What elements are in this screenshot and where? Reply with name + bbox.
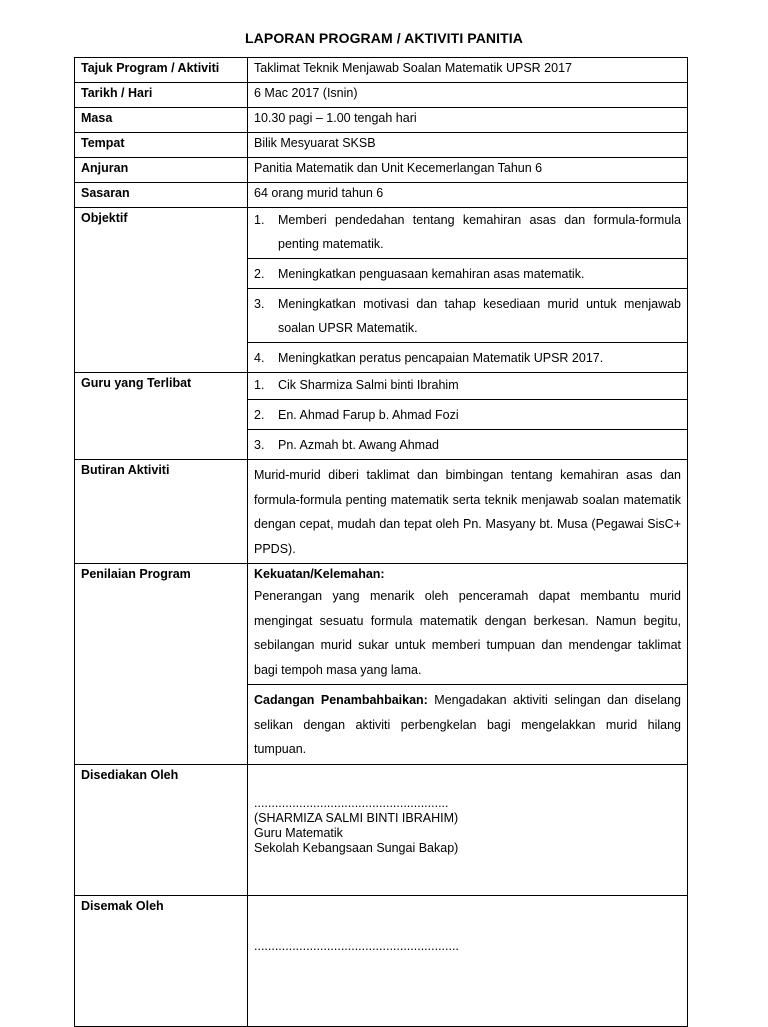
guru-item — [248, 370, 687, 399]
objektif-item-number: 1. — [254, 213, 265, 227]
objektif-item-text: Meningkatkan motivasi dan tahap kesediaan murid untuk menjawab soalan UPSR Matematik. — [278, 297, 681, 335]
value-butiran: Murid-murid diberi taklimat dan bimbingan tentang kemahiran asas dan formula-formula penting matematik serta teknik menjawab soalan matematik dengan cepat, mudah dan tepat oleh Pn. Masyany bt. Musa (Pegawai SisC+ PPDS). — [248, 460, 688, 564]
value-guru — [248, 373, 688, 460]
value-tarikh: 6 Mac 2017 (Isnin) — [248, 83, 688, 108]
objektif-item — [248, 205, 687, 258]
guru-item-number: 2. — [254, 408, 265, 422]
label-tempat: Tempat — [75, 133, 248, 158]
kekuatan-text: Penerangan yang menarik oleh penceramah dapat membantu murid mengingat sesuatu formula matematik dengan berkesan. Namun begitu, sebilangan murid sukar untuk memberi tumpuan dan mendengar taklimat bagi tempoh masa yang lama. — [254, 589, 681, 677]
value-disediakan — [248, 764, 688, 895]
row-guru — [75, 373, 688, 460]
objektif-item — [248, 258, 687, 288]
cadangan-text: Mengadakan aktiviti selingan dan diselang selikan dengan aktiviti perbengkelan bagi mengelakkan murid hilang tumpuan. — [254, 693, 682, 756]
row-tarikh — [75, 83, 688, 108]
row-disediakan — [75, 764, 688, 895]
value-penilaian — [248, 564, 688, 765]
guru-item-text: Pn. Azmah bt. Awang Ahmad — [278, 438, 439, 452]
preparer-school: Sekolah Kebangsaan Sungai Bakap) — [254, 840, 459, 855]
report-title: LAPORAN PROGRAM / AKTIVITI PANITIA — [245, 30, 523, 46]
objektif-item-text: Meningkatkan penguasaan kemahiran asas matematik. — [278, 267, 585, 281]
guru-item — [248, 399, 687, 429]
label-penilaian: Penilaian Program — [75, 564, 248, 765]
preparer-position: Guru Matematik — [254, 825, 343, 840]
objektif-item-number: 4. — [254, 351, 265, 365]
label-tajuk: Tajuk Program / Aktiviti — [75, 58, 248, 83]
kekuatan-section — [248, 561, 687, 684]
row-anjuran — [75, 158, 688, 183]
guru-item — [248, 429, 687, 459]
row-disemak — [75, 895, 688, 1026]
value-disemak — [248, 895, 688, 1026]
label-disediakan: Disediakan Oleh — [75, 764, 248, 895]
label-masa: Masa — [75, 108, 248, 133]
value-tajuk: Taklimat Teknik Menjawab Soalan Matematik UPSR 2017 — [248, 58, 688, 83]
kekuatan-heading: Kekuatan/Kelemahan: — [254, 567, 385, 581]
report-table — [74, 57, 688, 1027]
objektif-item-text: Memberi pendedahan tentang kemahiran asas dan formula-formula penting matematik. — [278, 213, 681, 251]
row-butiran — [75, 460, 688, 564]
objektif-item-number: 3. — [254, 297, 265, 311]
objektif-item — [248, 288, 687, 342]
value-tempat: Bilik Mesyuarat SKSB — [248, 133, 688, 158]
guru-item-text: Cik Sharmiza Salmi binti Ibrahim — [278, 378, 459, 392]
guru-item-text: En. Ahmad Farup b. Ahmad Fozi — [278, 408, 459, 422]
guru-item-number: 1. — [254, 378, 265, 392]
reviewer-signature-line: ........................................................... — [254, 938, 459, 953]
row-sasaran — [75, 183, 688, 208]
cadangan-section — [248, 684, 687, 764]
row-tajuk — [75, 58, 688, 83]
row-tempat — [75, 133, 688, 158]
value-sasaran: 64 orang murid tahun 6 — [248, 183, 688, 208]
preparer-name: (SHARMIZA SALMI BINTI IBRAHIM) — [254, 810, 459, 825]
value-objektif — [248, 208, 688, 373]
objektif-item-text: Meningkatkan peratus pencapaian Matematik UPSR 2017. — [278, 351, 604, 365]
label-anjuran: Anjuran — [75, 158, 248, 183]
label-butiran: Butiran Aktiviti — [75, 460, 248, 564]
label-disemak: Disemak Oleh — [75, 895, 248, 1026]
row-masa — [75, 108, 688, 133]
label-tarikh: Tarikh / Hari — [75, 83, 248, 108]
row-objektif — [75, 208, 688, 373]
label-guru: Guru yang Terlibat — [75, 373, 248, 460]
objektif-item — [248, 342, 687, 372]
label-objektif: Objektif — [75, 208, 248, 373]
row-penilaian — [75, 564, 688, 765]
label-sasaran: Sasaran — [75, 183, 248, 208]
signature-line: ........................................................ — [254, 795, 449, 810]
guru-item-number: 3. — [254, 438, 265, 452]
value-masa: 10.30 pagi – 1.00 tengah hari — [248, 108, 688, 133]
cadangan-heading: Cadangan Penambahbaikan: — [254, 693, 428, 707]
value-anjuran: Panitia Matematik dan Unit Kecemerlangan Tahun 6 — [248, 158, 688, 183]
objektif-item-number: 2. — [254, 267, 265, 281]
